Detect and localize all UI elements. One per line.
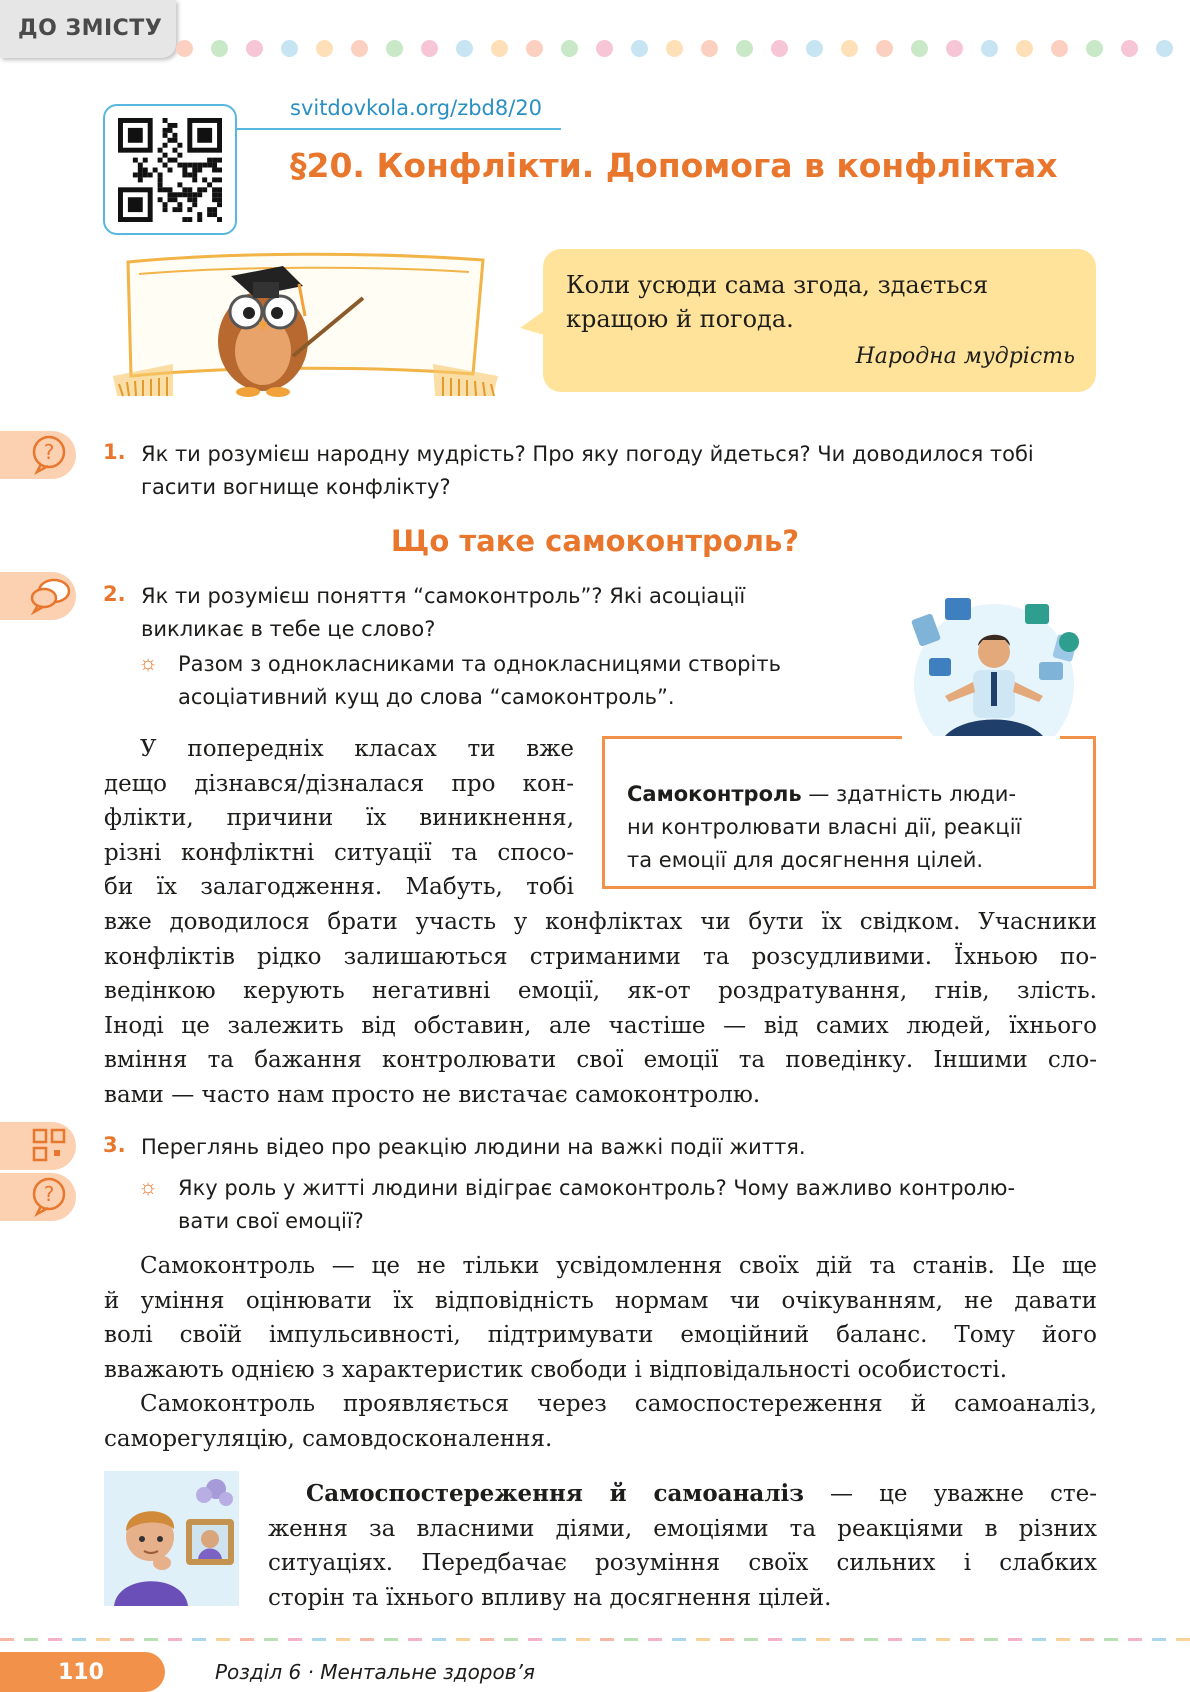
body-paragraph — [104, 1249, 1097, 1387]
footer-dash-segment — [120, 1638, 134, 1641]
footer-dash-segment — [384, 1638, 398, 1641]
body-paragraph — [104, 732, 574, 905]
sun-task-icon: ☼ — [138, 1174, 159, 1199]
footer-dash-segment — [264, 1638, 278, 1641]
question-text — [141, 580, 881, 646]
body-line: вважають однією з характеристик свободи і відповідальності особистості. — [104, 1356, 1008, 1383]
footer-dash-segment — [1056, 1638, 1070, 1641]
question-bubble-icon — [30, 1177, 68, 1217]
footer-dash-segment — [24, 1638, 38, 1641]
body-line: ження за власними діями, емоціями та реакціями в різних — [268, 1515, 1097, 1542]
footer-dash-segment — [432, 1638, 446, 1641]
sun-task-icon: ☼ — [138, 650, 159, 675]
footer-dash-segment — [1152, 1638, 1166, 1641]
footer-dash-segment — [1080, 1638, 1094, 1641]
decorative-dots — [176, 40, 1190, 60]
footer-dash-segment — [96, 1638, 110, 1641]
decorative-dot — [386, 40, 403, 57]
body-line: вами — часто нам просто не вистачає самоконтролю. — [104, 1081, 761, 1108]
decorative-dot — [771, 40, 788, 57]
footer-dash-segment — [768, 1638, 782, 1641]
body-line: ведінкою керують негативні емоції, як-от роздратування, гнів, злість. — [104, 978, 1097, 1004]
definition-text — [627, 778, 1079, 877]
decorative-dot — [596, 40, 613, 57]
qr-code-icon — [117, 118, 223, 222]
question-line: Як ти розумієш поняття “самоконтроль”? Які асоціації — [141, 584, 746, 608]
decorative-dot — [1156, 40, 1173, 57]
decorative-dot — [1051, 40, 1068, 57]
task-line: Разом з однокласниками та однокласницями створіть — [178, 652, 781, 676]
epigraph-source: Народна мудрість — [855, 344, 1075, 369]
definition-line: та емоції для досягнення цілей. — [627, 848, 984, 872]
qr-video-icon — [30, 1126, 68, 1166]
decorative-dot — [176, 40, 193, 57]
question-bubble-icon — [30, 435, 68, 475]
footer-dash-segment — [504, 1638, 518, 1641]
video-tab[interactable] — [0, 1122, 76, 1170]
chapter-title: §20. Конфлікти. Допомога в конфліктах — [290, 146, 1058, 185]
definition-border — [602, 736, 902, 739]
body-line: Самоконтроль проявляється через самоспостереження й самоаналіз, — [140, 1391, 1097, 1417]
owl-banner-illustration — [113, 246, 498, 401]
page-number: 110 — [58, 1660, 104, 1685]
decorative-dot — [806, 40, 823, 57]
footer-dash-segment — [192, 1638, 206, 1641]
speech-bubbles-icon — [30, 576, 72, 616]
footer-dash-segment — [1032, 1638, 1046, 1641]
footer-dash-segment — [312, 1638, 326, 1641]
question-line: Як ти розумієш народну мудрість? Про яку погоду йдеться? Чи доводилося тобі — [141, 442, 1034, 466]
question-number: 3. — [103, 1133, 126, 1157]
footer-dash-segment — [840, 1638, 854, 1641]
footer-dash-segment — [792, 1638, 806, 1641]
body-line: волі своїй імпульсивності, підтримувати емоційний баланс. Тому його — [104, 1322, 1097, 1348]
footer-dash-segment — [0, 1638, 14, 1641]
footer-dash-segment — [336, 1638, 350, 1641]
decorative-dot — [946, 40, 963, 57]
body-term: Самоспостереження й самоаналіз — [306, 1480, 804, 1507]
footer-dash-segment — [480, 1638, 494, 1641]
body-line: флікти, причини їх виникнення, — [104, 805, 574, 831]
definition-border — [1060, 736, 1096, 739]
decorative-dot — [981, 40, 998, 57]
question-tab — [0, 1173, 76, 1221]
body-line: різні конфліктні ситуації та спосо- — [104, 839, 574, 866]
footer-dash-segment — [1104, 1638, 1118, 1641]
thinking-boy-illustration — [104, 1471, 239, 1606]
footer-dash-segment — [720, 1638, 734, 1641]
body-line — [268, 1477, 1097, 1512]
epigraph-line: Коли усюди сама згода, здається — [566, 271, 989, 299]
footer-dash-segment — [144, 1638, 158, 1641]
decorative-dot — [281, 40, 298, 57]
body-line: саморегуляцію, самовдосконалення. — [104, 1425, 553, 1452]
body-line-text: — це уважне сте- — [803, 1481, 1098, 1507]
back-to-contents-button[interactable]: ДО ЗМІСТУ — [0, 0, 176, 58]
footer-dash-segment — [648, 1638, 662, 1641]
footer-dash-segment — [960, 1638, 974, 1641]
footer-dash-segment — [696, 1638, 710, 1641]
decorative-dot — [701, 40, 718, 57]
decorative-dot — [631, 40, 648, 57]
task-text — [178, 1172, 1108, 1238]
decorative-dot — [246, 40, 263, 57]
decorative-dot — [1121, 40, 1138, 57]
body-line: ситуаціях. Передбачає розуміння своїх сильних і слабких — [268, 1550, 1097, 1576]
body-line: У попередніх класах ти вже — [140, 736, 574, 762]
footer-dash-segment — [912, 1638, 926, 1641]
question-text — [141, 1131, 1091, 1164]
footer-dash-segment — [288, 1638, 302, 1641]
definition-term: Самоконтроль — [627, 782, 802, 806]
definition-line: ни контролювати власні дії, реакції — [627, 815, 1022, 839]
body-line: вміння та бажання контролювати свої емоції та поведінку. Іншими сло- — [104, 1047, 1097, 1073]
decorative-dot — [456, 40, 473, 57]
question-number: 1. — [103, 440, 126, 464]
footer-dash-segment — [624, 1638, 638, 1641]
footer-dash-segment — [984, 1638, 998, 1641]
footer-dash-segment — [72, 1638, 86, 1641]
footer-dash-segment — [528, 1638, 542, 1641]
footer-dash-segment — [216, 1638, 230, 1641]
body-line: Іноді це залежить від обставин, але частіше — від самих людей, їхнього — [104, 1012, 1097, 1039]
footer-dash-segment — [240, 1638, 254, 1641]
body-line: дещо дізнався/дізналася про кон- — [104, 770, 574, 797]
footer-dash-segment — [1176, 1638, 1190, 1641]
site-link[interactable]: svitdovkola.org/zbd8/20 — [290, 96, 543, 120]
discussion-tab — [0, 572, 76, 620]
question-number: 2. — [103, 582, 126, 606]
body-paragraph — [104, 1387, 1097, 1456]
definition-line-text: — здатність люди- — [801, 782, 1017, 806]
question-text — [141, 438, 1101, 504]
footer-dash-segment — [864, 1638, 878, 1641]
body-line: Самоконтроль — це не тільки усвідомлення своїх дій та станів. Це ще — [140, 1253, 1097, 1279]
body-line: конфліктів рідко залишаються стриманими та розсудливими. Їхньою по- — [104, 943, 1097, 970]
footer-dash-segment — [1128, 1638, 1142, 1641]
decorative-dot — [561, 40, 578, 57]
footer-dash-segment — [744, 1638, 758, 1641]
footer-dash-segment — [360, 1638, 374, 1641]
body-line: би їх залагодження. Мабуть, тобі — [104, 874, 574, 900]
svg-text:?: ? — [43, 1182, 55, 1206]
question-tab — [0, 431, 76, 479]
decorative-dot — [491, 40, 508, 57]
decorative-dot — [316, 40, 333, 57]
footer-dash-segment — [456, 1638, 470, 1641]
footer-divider — [0, 1638, 1190, 1646]
decorative-dot — [736, 40, 753, 57]
body-line: сторін та їхнього впливу на досягнення цілей. — [268, 1584, 832, 1611]
decorative-dot — [876, 40, 893, 57]
question-line: викликає в тебе це слово? — [141, 617, 436, 641]
body-paragraph — [268, 1477, 1097, 1615]
body-line: вже доводилося брати участь у конфліктах чи бути їх свідком. Учасники — [104, 909, 1097, 935]
footer-dash-segment — [1008, 1638, 1022, 1641]
decorative-dot — [666, 40, 683, 57]
epigraph-line: кращою й погода. — [566, 305, 794, 333]
decorative-dot — [1016, 40, 1033, 57]
decorative-dot — [351, 40, 368, 57]
footer-dash-segment — [600, 1638, 614, 1641]
task-text — [178, 648, 898, 714]
svg-text:?: ? — [43, 440, 55, 464]
link-underline — [237, 128, 561, 130]
footer-dash-segment — [672, 1638, 686, 1641]
task-line: асоціативний кущ до слова “самоконтроль”. — [178, 685, 675, 709]
decorative-dot — [526, 40, 543, 57]
footer-dash-segment — [552, 1638, 566, 1641]
footer-section-label: Розділ 6 · Ментальне здоров’я — [215, 1660, 535, 1684]
footer-dash-segment — [888, 1638, 902, 1641]
footer-dash-segment — [816, 1638, 830, 1641]
question-line: гасити вогнище конфлікту? — [141, 475, 451, 499]
definition-line — [627, 778, 1079, 811]
decorative-dot — [841, 40, 858, 57]
task-line: Яку роль у житті людини відіграє самоконтроль? Чому важливо контролю- — [178, 1176, 1016, 1200]
decorative-dot — [211, 40, 228, 57]
footer-dash-segment — [936, 1638, 950, 1641]
section-heading: Що таке самоконтроль? — [390, 524, 800, 558]
body-line: й уміння оцінювати їх відповідність нормам чи очікуванням, не давати — [104, 1287, 1097, 1314]
question-line: Переглянь відео про реакцію людини на важкі події життя. — [141, 1135, 806, 1159]
qr-code[interactable] — [103, 104, 237, 235]
epigraph-text — [566, 268, 1066, 336]
decorative-dot — [1086, 40, 1103, 57]
footer-dash-segment — [408, 1638, 422, 1641]
body-paragraph — [104, 905, 1097, 1112]
footer-dash-segment — [576, 1638, 590, 1641]
footer-dash-segment — [48, 1638, 62, 1641]
decorative-dot — [421, 40, 438, 57]
decorative-dot — [911, 40, 928, 57]
footer-dash-segment — [168, 1638, 182, 1641]
task-line: вати свої емоції? — [178, 1209, 364, 1233]
